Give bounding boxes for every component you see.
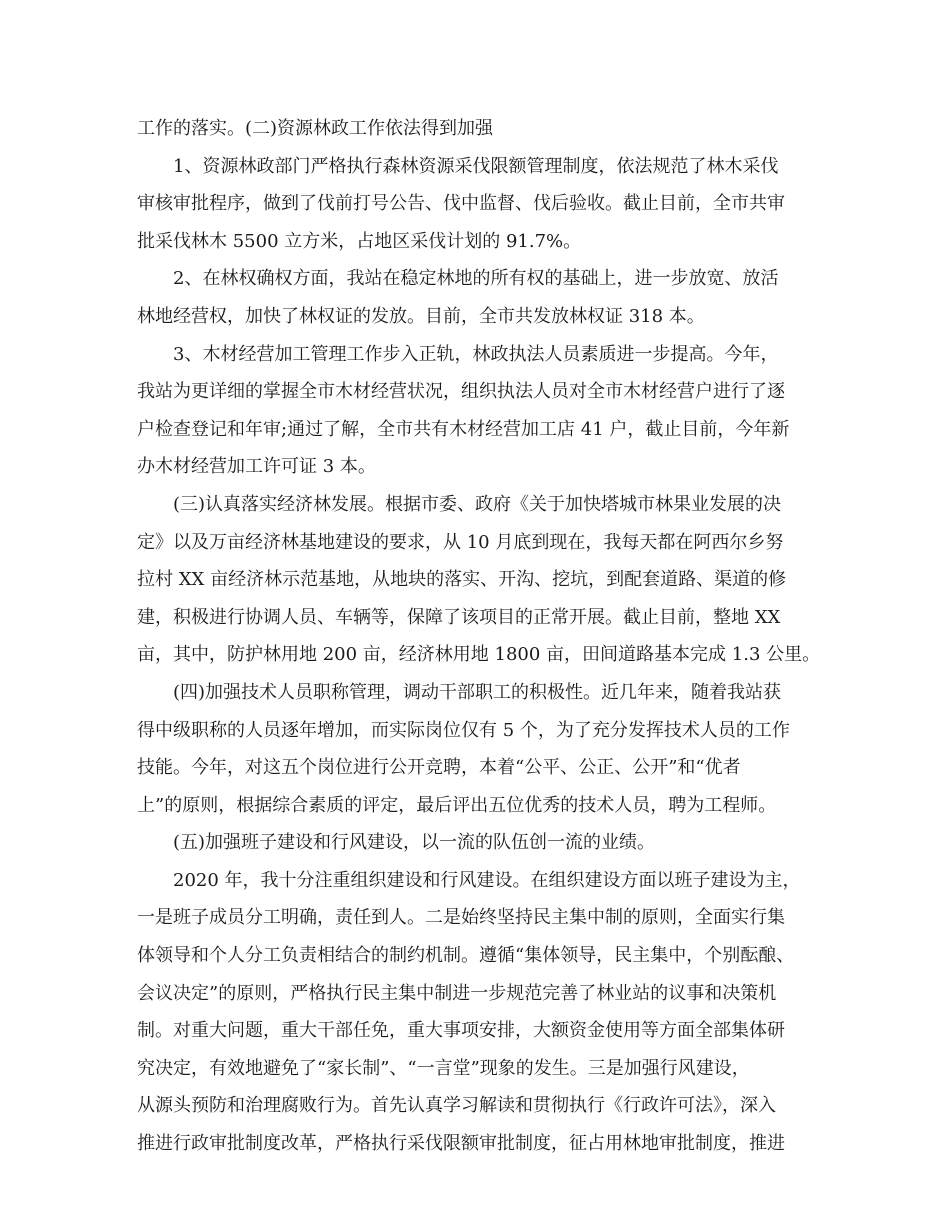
text-line: 技能。今年，对这五个岗位进行公开竞聘，本着“公平、公正、公开”和“优者	[137, 757, 741, 779]
text-line: 制。对重大问题，重大干部任免，重大事项安排，大额资金使用等方面全部集体研	[137, 1020, 785, 1042]
document-body	[137, 110, 821, 1163]
text-line: 办木材经营加工许可证 3 本。	[137, 456, 376, 478]
text-line: 我站为更详细的掌握全市木材经营状况，组织执法人员对全市木材经营户进行了逐	[137, 381, 785, 403]
text-line: 推进行政审批制度改革，严格执行采伐限额审批制度，征占用林地审批制度，推进	[137, 1133, 785, 1155]
text-line: 亩，其中，防护林用地 200 亩，经济林用地 1800 亩，田间道路基本完成 1.3 公里。	[137, 644, 821, 666]
text-line: 体领导和个人分工负责相结合的制约机制。遵循“集体领导，民主集中，个别酝酿、	[137, 945, 795, 967]
text-line: 批采伐林木 5500 立方米，占地区采伐计划的 91.7%。	[137, 230, 582, 252]
text-line: 究决定，有效地避免了“家长制”、“一言堂”现象的发生。三是加强行风建设，	[137, 1057, 750, 1079]
text-line: 户检查登记和年审;通过了解，全市共有木材经营加工店 41 户，截止目前，今年新	[137, 418, 790, 440]
text-line: 审核审批程序，做到了伐前打号公告、伐中监督、伐后验收。截止目前，全市共审	[137, 193, 785, 215]
text-line: 2、在林权确权方面，我站在稳定林地的所有权的基础上，进一步放宽、放活	[173, 268, 779, 290]
text-line: 建，积极进行协调人员、车辆等，保障了该项目的正常开展。截止目前，整地 XX	[137, 606, 781, 628]
text-line: 从源头预防和治理腐败行为。首先认真学习解读和贯彻执行《行政许可法》，深入	[137, 1095, 776, 1117]
text-line: (五)加强班子建设和行风建设，以一流的队伍创一流的业绩。	[173, 832, 656, 854]
text-line: 1、资源林政部门严格执行森林资源采伐限额管理制度，依法规范了林木采伐	[173, 155, 779, 177]
text-line: 工作的落实。(二)资源林政工作依法得到加强	[137, 118, 494, 139]
text-line: 得中级职称的人员逐年增加，而实际岗位仅有 5 个，为了充分发挥技术人员的工作	[137, 719, 790, 741]
text-line: (三)认真落实经济林发展。根据市委、政府《关于加快塔城市林果业发展的决	[173, 493, 782, 515]
text-line: 定》以及万亩经济林基地建设的要求，从 10 月底到现在，我每天都在阿西尔乡努	[137, 531, 784, 553]
text-line: 会议决定”的原则，严格执行民主集中制进一步规范完善了林业站的议事和决策机	[137, 982, 777, 1004]
text-line: 一是班子成员分工明确，责任到人。二是始终坚持民主集中制的原则，全面实行集	[137, 907, 785, 929]
text-line: (四)加强技术人员职称管理，调动干部职工的积极性。近几年来，随着我站获	[173, 681, 782, 703]
text-line: 林地经营权，加快了林权证的发放。目前，全市共发放林权证 318 本。	[137, 305, 705, 327]
text-line: 3、木材经营加工管理工作步入正轨，林政执法人员素质进一步提高。今年，	[173, 343, 779, 365]
text-line: 上”的原则，根据综合素质的评定，最后评出五位优秀的技术人员，聘为工程师。	[137, 794, 777, 816]
text-line: 2020 年，我十分注重组织建设和行风建设。在组织建设方面以班子建设为主，	[173, 869, 801, 891]
text-line: 拉村 XX 亩经济林示范基地，从地块的落实、开沟、挖坑，到配套道路、渠道的修	[137, 569, 787, 591]
